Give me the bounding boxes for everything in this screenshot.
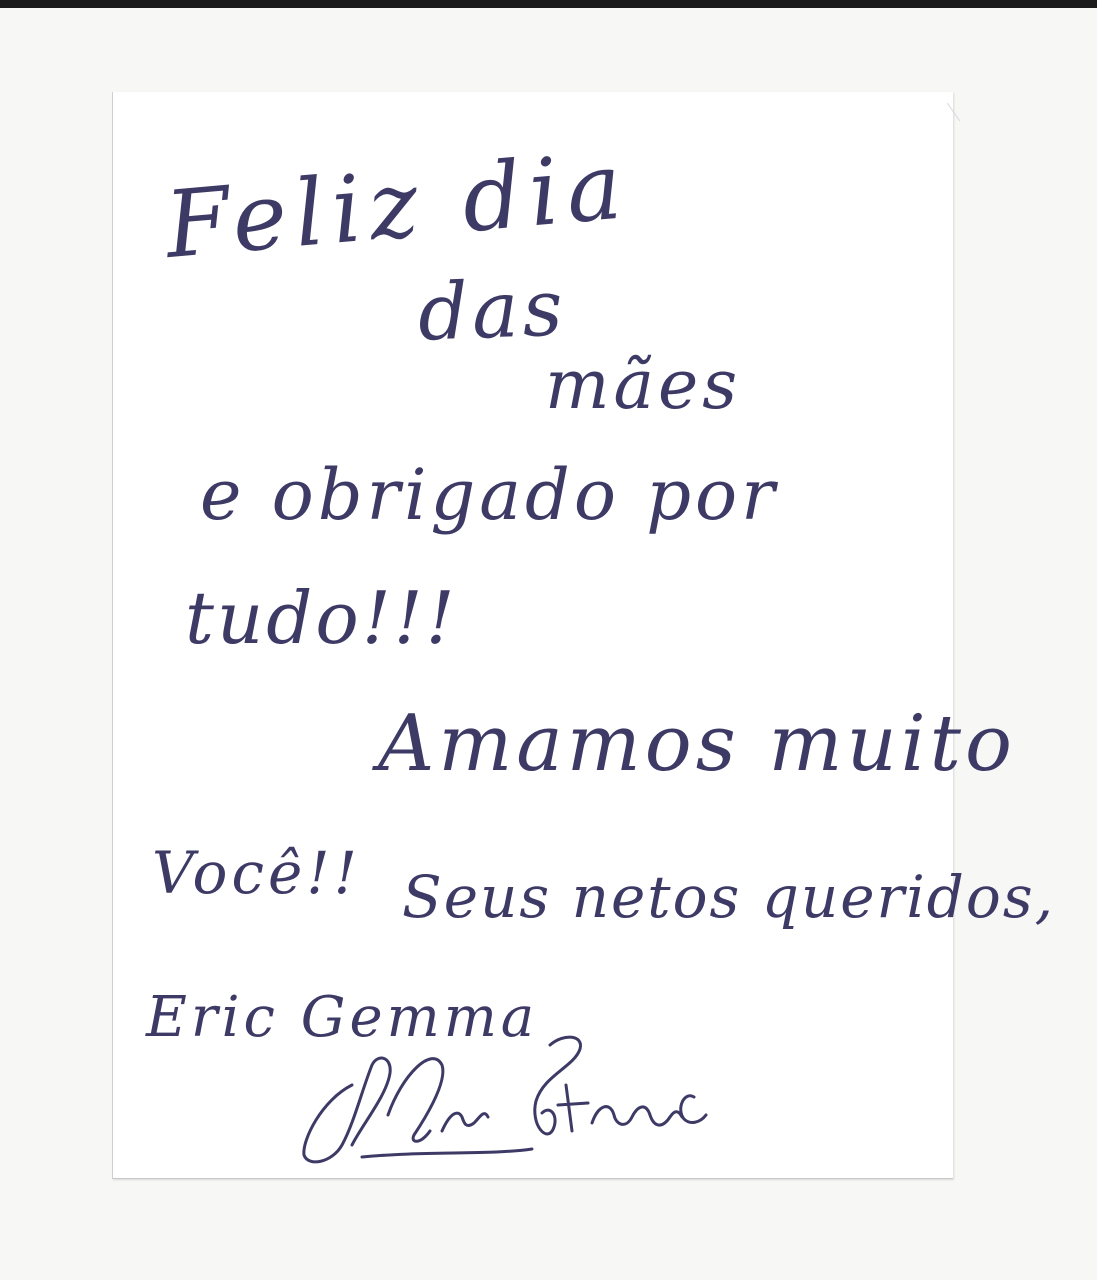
handwritten-signature — [292, 1005, 732, 1175]
signature-stroke-teven — [558, 1085, 682, 1131]
signature-stroke-loop — [304, 1058, 390, 1162]
message-line-tudo: tudo!!! — [185, 576, 458, 660]
message-line-amamos: Amamos muito — [378, 699, 1016, 789]
message-line-voce: Você!! — [152, 839, 361, 907]
signature-stroke-s — [535, 1037, 581, 1134]
message-line-names: Eric Gemma — [146, 985, 539, 1050]
signature-stroke-n — [442, 1113, 488, 1131]
signature-stroke-underline — [362, 1149, 532, 1157]
card-corner-fold — [939, 103, 961, 127]
scanner-edge — [0, 0, 1097, 8]
message-line-das: das — [416, 263, 568, 359]
signature-stroke-c — [681, 1096, 706, 1123]
message-line-maes: mães — [545, 346, 742, 425]
message-line-feliz-dia: Feliz dia — [161, 131, 634, 280]
message-line-netos: Seus netos queridos, — [402, 863, 1056, 931]
message-line-obrigado: e obrigado por — [200, 454, 779, 536]
signature-stroke-a — [388, 1059, 443, 1142]
